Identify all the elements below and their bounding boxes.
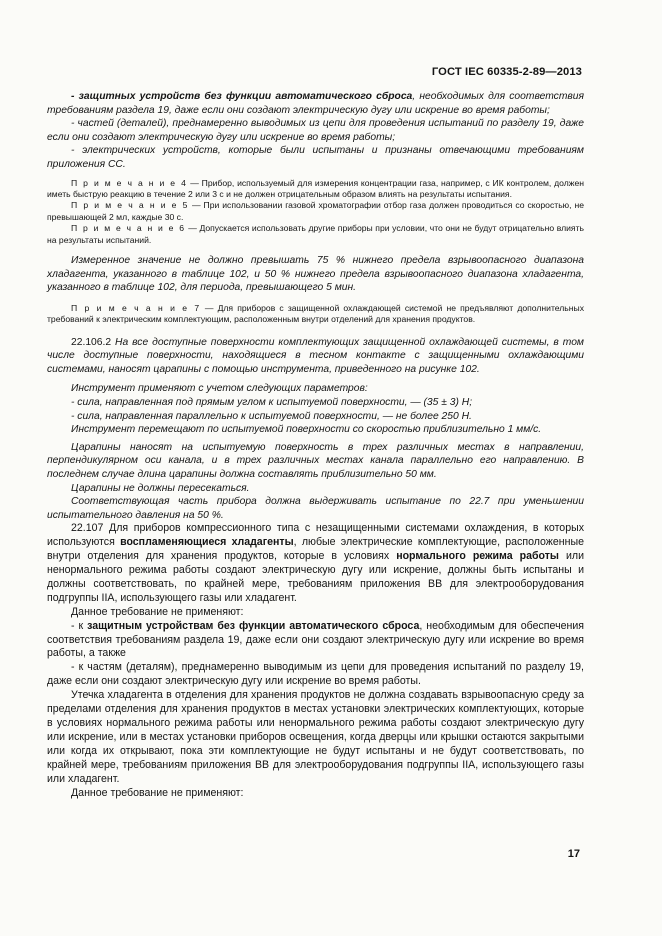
note-text: — Допускается использовать другие приборы при условии, что они не будут отрицательно влиять на результаты испытаний.: [47, 223, 584, 245]
exception-protective-devices-2: [47, 620, 584, 662]
page-content: [47, 90, 584, 800]
requirement-not-applied-1: Данное требование не применяют:: [71, 605, 244, 618]
clause-text: 22.107 Для приборов компрессионного типа с незащищенными системами охлаждения, в которых используются: [47, 522, 584, 549]
clause-text: , любые электрические комплектующие, расположенные внутри отделения для хранения продуктов, которые в условиях: [47, 536, 584, 563]
exception-tested-devices: - электрических устройств, которые были испытаны и признаны отвечающими требованиям приложения СС.: [47, 145, 584, 170]
scratch-locations: Царапины наносят на испытуемую поверхность в трех различных местах в направлении, перпендикулярном оси канала, и в трех различных местах канала параллельно его направлению. В последнем случае длина царапины должна составлять приблизительно 50 мм.: [47, 441, 584, 480]
note-label: П р и м е ч а н и е 4: [71, 177, 188, 188]
exception-text: , необходимым для обеспечения соответствия требованиям раздела 19, даже если они создают электрическую дугу или искрение во время работы, а также: [47, 619, 584, 660]
scratch-pressure-test: Соответствующая часть прибора должна выдерживать испытание по 22.7 при уменьшении испытательного давления на 50 %.: [47, 496, 584, 521]
note-text: — При использовании газовой хроматографии отбор газа должен проводиться со скоростью, не превышающей 2 мл, каждые 30 с.: [47, 200, 584, 222]
note-label: П р и м е ч а н и е 7: [71, 302, 201, 313]
clause-number: 22.106.2: [71, 336, 112, 348]
scratch-no-crossing: Царапины не должны пересекаться.: [71, 482, 250, 494]
scratch-param-parallel-force: - сила, направленная параллельно к испытуемой поверхности, — не более 250 Н.: [71, 410, 472, 422]
note-6: [47, 223, 584, 246]
note-text: — Для приборов с защищенной охлаждающей системой не предъявляют дополнительных требований к электрическим комплектующим, расположенным внутри отделений для хранения продуктов.: [47, 302, 584, 325]
clause-text: или ненормального режима работы создают электрическую дугу или искрение, должны быть испытаны и должны соответствовать, по крайней мере, требованиям приложения ВВ для электрооборудования подгруппы IIA, использующего газы или хладагент.: [47, 550, 584, 604]
clause-text: На все доступные поверхности комплектующих защищенной охлаждающей системы, в том числе доступные поверхности, находящиеся в тесном контакте с защищенными охлаждающими системами, наносят царапины с помощью инструмента, приведенного на рисунке 102.: [47, 336, 584, 375]
clause-22-107: [47, 522, 584, 605]
notes-group-1: [47, 178, 584, 246]
note-7: [47, 303, 584, 326]
scratch-speed: Инструмент перемещают по испытуемой поверхности со скоростью приблизительно 1 мм/с.: [71, 424, 542, 436]
note-label: П р и м е ч а н и е 5: [71, 200, 189, 211]
defined-term: защитным устройствам без функции автоматического сброса: [87, 619, 420, 632]
exception-prefix: - к: [71, 619, 88, 632]
exception-protective-devices: [47, 90, 584, 117]
exception-disconnected-parts-2: - к частям (деталям), преднамеренно выводимым из цепи для проведения испытаний по разделу 19, даже если они создают электрическую дугу или искрение во время работы.: [47, 661, 584, 688]
exception-bold-term: - защитных устройств без функции автоматического сброса: [71, 91, 413, 102]
measurement-limit-paragraph: Измеренное значение не должно превышать 75 % нижнего предела взрывоопасного диапазона хладагента, указанного в таблице 102, и 50 % нижнего предела взрывоопасного диапазона хладагента, указанного в таблице 102, для периода, превышающего 5 мин.: [47, 255, 584, 294]
exceptions-list-2: [47, 606, 584, 801]
scratch-param-perpendicular-force: - сила, направленная под прямым углом к испытуемой поверхности, — (35 ± 3) Н;: [71, 396, 473, 408]
exceptions-list-1: [47, 90, 584, 172]
exception-text: , необходимых для соответствия требованиям раздела 19, даже если они создают электрическую дугу или искрение во время работы;: [47, 91, 584, 116]
scratch-param-intro: Инструмент применяют с учетом следующих параметров:: [71, 383, 368, 395]
note-text: — Прибор, используемый для измерения концентрации газа, например, с ИК контролем, должен иметь быструю реакцию в течение 2 или 3 с и не должен отрицательным образом влиять на результаты испытания.: [47, 177, 584, 199]
note-label: П р и м е ч а н и е 6: [71, 223, 186, 234]
page-header-standard-id: ГОСТ IEC 60335-2-89—2013: [431, 66, 582, 78]
requirement-not-applied-2: Данное требование не применяют:: [71, 786, 244, 799]
refrigerant-leak-paragraph: Утечка хладагента в отделения для хранения продуктов не должна создавать взрывоопасную среду за пределами отделения для хранения продуктов в местах установки электрических комплектующих, которые в условиях нормального режима работы или ненормального режима работы создают электрическую дугу или искрение, или в местах установки приборов освещения, когда дверцы или крышки остаются закрытыми или когда их открывают, пока эти комплектующие не будут испытаны и не будут соответствовать, по крайней мере, требованиям приложения ВВ для электрооборудования подгруппы IIA, использующего газы или хладагент.: [47, 689, 584, 785]
defined-term: воспламеняющиеся хладагенты: [120, 536, 294, 549]
exception-disconnected-parts: - частей (деталей), преднамеренно выводимых из цепи для проведения испытаний по разделу 19, даже если они создают электрическую дугу или искрение во время работы;: [47, 118, 584, 143]
note-5: [47, 200, 584, 223]
scratch-test-parameters: [47, 382, 584, 522]
defined-term: нормального режима работы: [396, 550, 559, 563]
note-4: [47, 178, 584, 201]
clause-22-106-2: [47, 336, 584, 377]
page-number: 17: [567, 848, 580, 860]
